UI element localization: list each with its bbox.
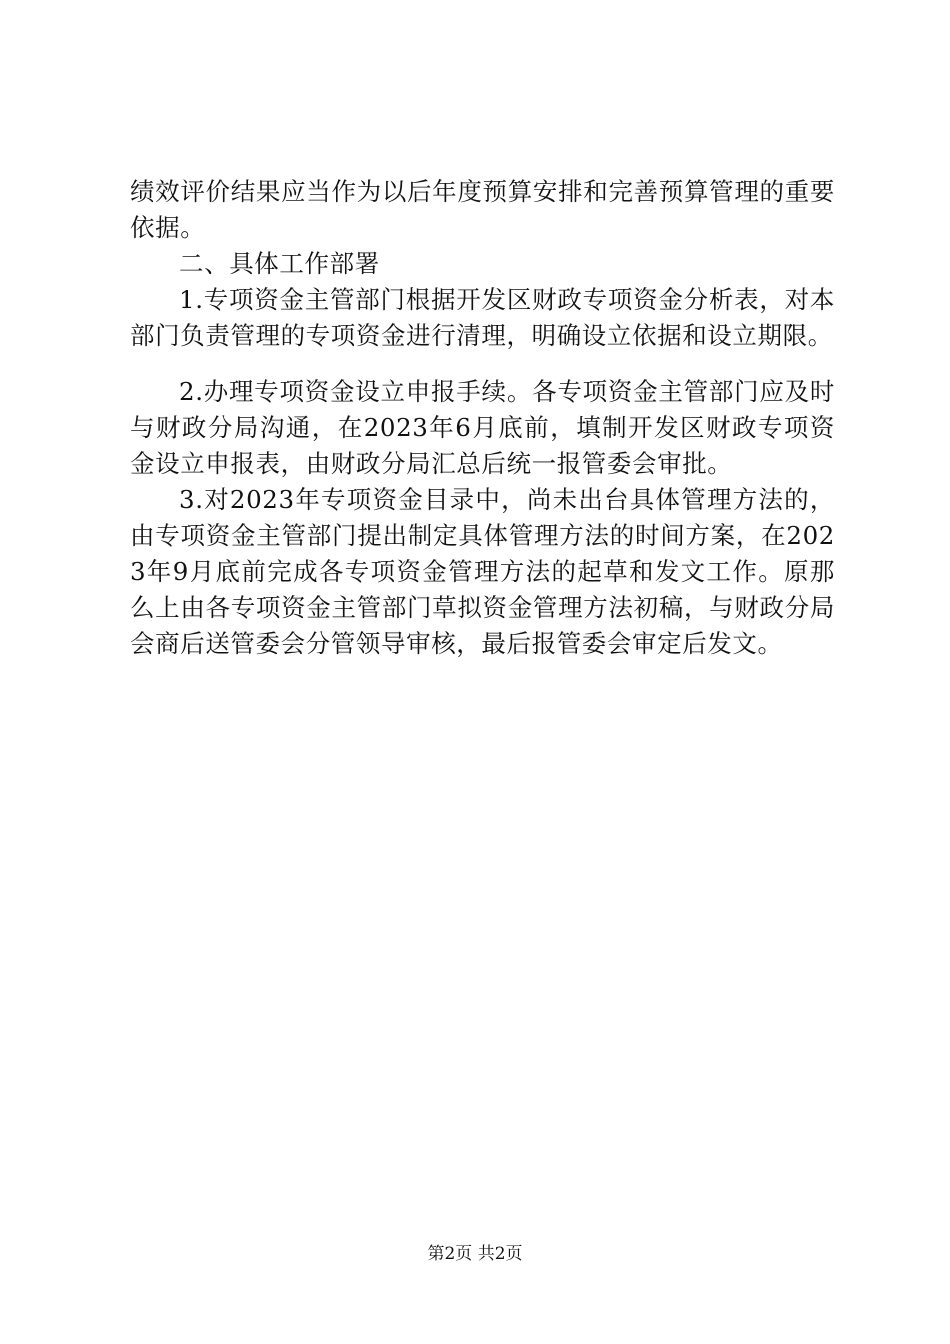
- paragraph-item-3: 3.对2023年专项资金目录中，尚未出台具体管理方法的，由专项资金主管部门提出制定具体管理方法的时间方案，在2023年9月底前完成各专项资金管理方法的起草和发文工作。原那么上由各专项资金主管部门草拟资金管理方法初稿，与财政分局会商后送管委会分管领导审核，最后报管委会审定后发文。: [130, 485, 835, 658]
- paragraph-item-2: 2.办理专项资金设立申报手续。各专项资金主管部门应及时与财政分局沟通，在2023年6月底前，填制开发区财政专项资金设立申报表，由财政分局汇总后统一报管委会审批。: [130, 377, 835, 478]
- page-number-footer: 第2页 共2页: [427, 1244, 523, 1264]
- section-heading-work-deployment: 二、具体工作部署: [179, 249, 380, 278]
- paragraph-evaluation-basis: 绩效评价结果应当作为以后年度预算安排和完善预算管理的重要依据。: [130, 177, 835, 242]
- document-body: [130, 174, 835, 662]
- paragraph-item-1: 1.专项资金主管部门根据开发区财政专项资金分析表，对本部门负责管理的专项资金进行清理，明确设立依据和设立期限。: [130, 285, 835, 350]
